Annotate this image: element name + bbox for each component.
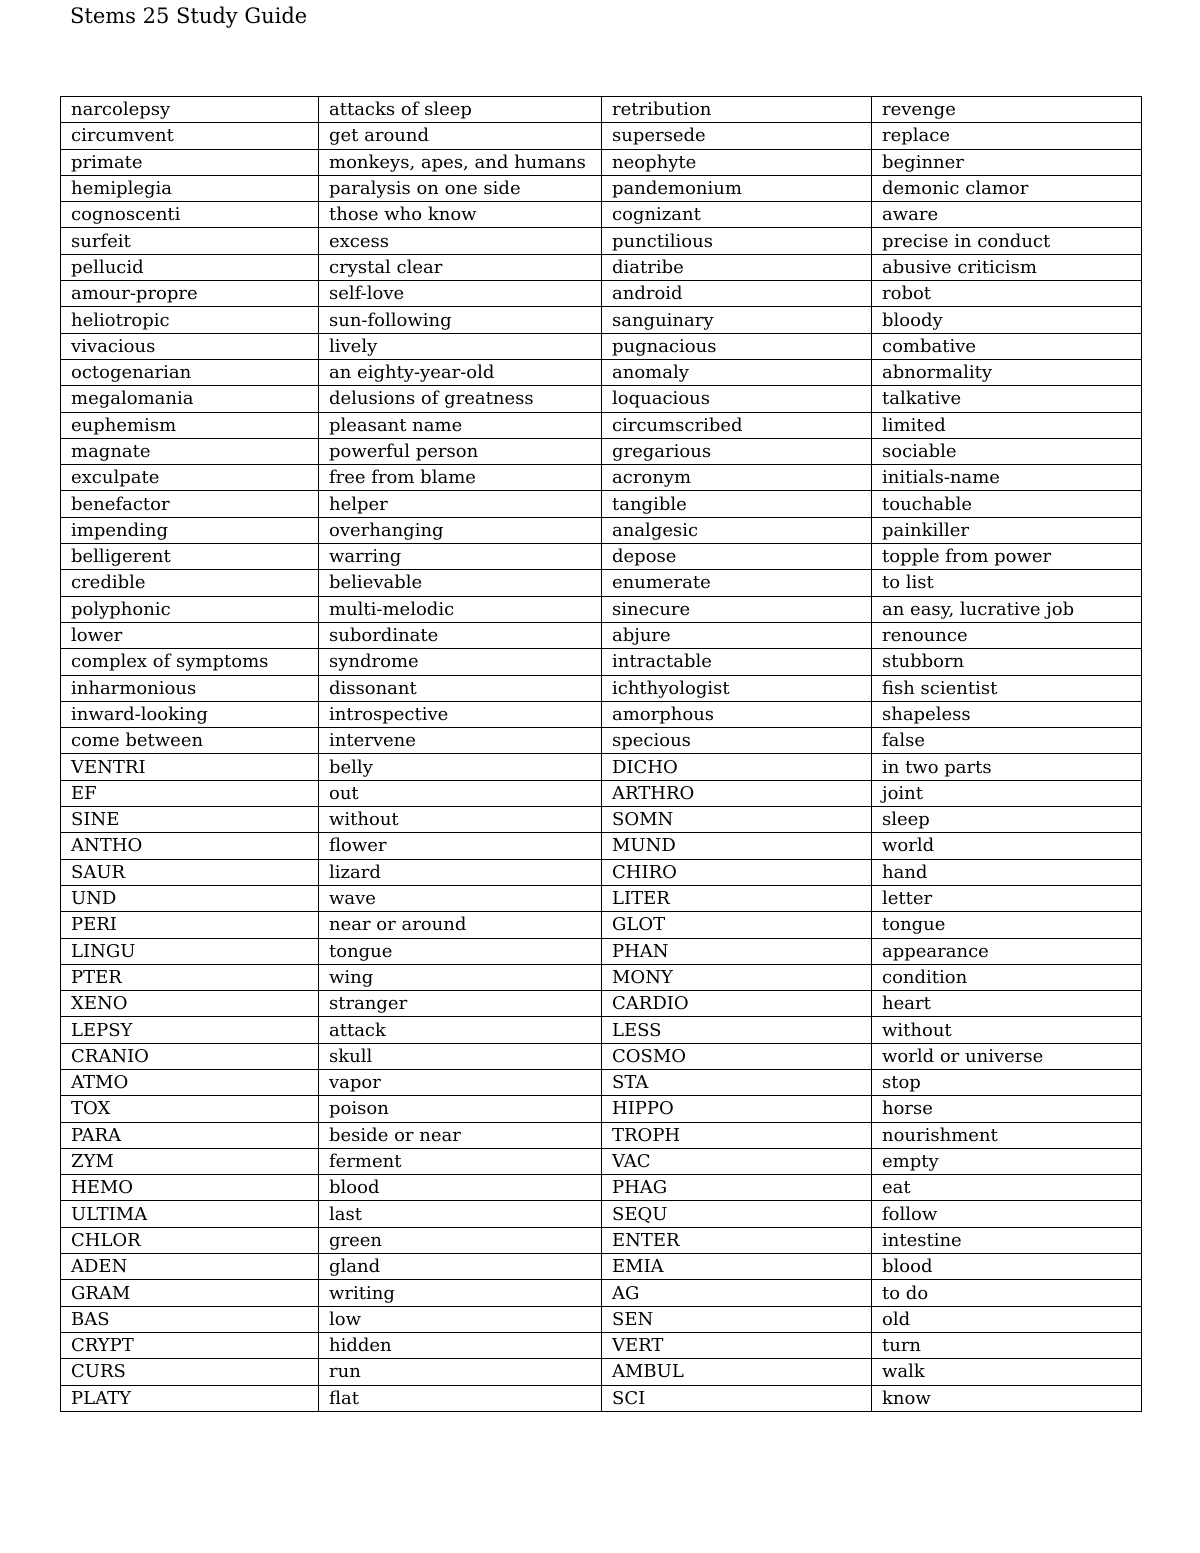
term-cell: CARDIO <box>602 991 872 1017</box>
definition-cell: tongue <box>319 938 602 964</box>
term-cell: tangible <box>602 491 872 517</box>
table-row <box>61 1069 1142 1095</box>
definition-cell: topple from power <box>872 544 1142 570</box>
term-cell: HEMO <box>61 1175 319 1201</box>
table-row <box>61 1017 1142 1043</box>
term-cell: BAS <box>61 1306 319 1332</box>
term-cell: depose <box>602 544 872 570</box>
term-cell: PHAN <box>602 938 872 964</box>
term-cell: PTER <box>61 964 319 990</box>
definition-cell: get around <box>319 123 602 149</box>
term-cell: narcolepsy <box>61 97 319 123</box>
term-cell: ARTHRO <box>602 780 872 806</box>
term-cell: PHAG <box>602 1175 872 1201</box>
table-row <box>61 1148 1142 1174</box>
table-row <box>61 1175 1142 1201</box>
table-row <box>61 938 1142 964</box>
definition-cell: empty <box>872 1148 1142 1174</box>
definition-cell: world <box>872 833 1142 859</box>
definition-cell: horse <box>872 1096 1142 1122</box>
definition-cell: free from blame <box>319 465 602 491</box>
term-cell: neophyte <box>602 149 872 175</box>
definition-cell: replace <box>872 123 1142 149</box>
term-cell: ATMO <box>61 1069 319 1095</box>
term-cell: STA <box>602 1069 872 1095</box>
definition-cell: fish scientist <box>872 675 1142 701</box>
term-cell: lower <box>61 622 319 648</box>
term-cell: UND <box>61 885 319 911</box>
table-row <box>61 281 1142 307</box>
definition-cell: aware <box>872 202 1142 228</box>
term-cell: EF <box>61 780 319 806</box>
definition-cell: talkative <box>872 386 1142 412</box>
term-cell: android <box>602 281 872 307</box>
table-row <box>61 728 1142 754</box>
term-cell: GLOT <box>602 912 872 938</box>
term-cell: circumscribed <box>602 412 872 438</box>
term-cell: acronym <box>602 465 872 491</box>
definition-cell: sun-following <box>319 307 602 333</box>
definition-cell: know <box>872 1385 1142 1411</box>
definition-cell: flower <box>319 833 602 859</box>
term-cell: benefactor <box>61 491 319 517</box>
definition-cell: attack <box>319 1017 602 1043</box>
vocabulary-table <box>60 96 1142 1412</box>
table-row <box>61 1096 1142 1122</box>
term-cell: COSMO <box>602 1043 872 1069</box>
table-row <box>61 1359 1142 1385</box>
definition-cell: an easy, lucrative job <box>872 596 1142 622</box>
table-row <box>61 570 1142 596</box>
table-row <box>61 491 1142 517</box>
definition-cell: without <box>872 1017 1142 1043</box>
term-cell: SAUR <box>61 859 319 885</box>
term-cell: SEN <box>602 1306 872 1332</box>
term-cell: come between <box>61 728 319 754</box>
term-cell: belligerent <box>61 544 319 570</box>
term-cell: exculpate <box>61 465 319 491</box>
term-cell: punctilious <box>602 228 872 254</box>
definition-cell: renounce <box>872 622 1142 648</box>
table-row <box>61 307 1142 333</box>
table-row <box>61 1227 1142 1253</box>
definition-cell: writing <box>319 1280 602 1306</box>
term-cell: sinecure <box>602 596 872 622</box>
table-row <box>61 833 1142 859</box>
term-cell: sanguinary <box>602 307 872 333</box>
definition-cell: out <box>319 780 602 806</box>
term-cell: heliotropic <box>61 307 319 333</box>
definition-cell: run <box>319 1359 602 1385</box>
term-cell: anomaly <box>602 359 872 385</box>
definition-cell: painkiller <box>872 517 1142 543</box>
definition-cell: an eighty-year-old <box>319 359 602 385</box>
definition-cell: joint <box>872 780 1142 806</box>
definition-cell: false <box>872 728 1142 754</box>
definition-cell: paralysis on one side <box>319 175 602 201</box>
definition-cell: blood <box>872 1254 1142 1280</box>
term-cell: impending <box>61 517 319 543</box>
table-row <box>61 202 1142 228</box>
table-row <box>61 1385 1142 1411</box>
table-row <box>61 622 1142 648</box>
definition-cell: to list <box>872 570 1142 596</box>
definition-cell: syndrome <box>319 649 602 675</box>
definition-cell: in two parts <box>872 754 1142 780</box>
definition-cell: self-love <box>319 281 602 307</box>
definition-cell: stranger <box>319 991 602 1017</box>
table-row <box>61 649 1142 675</box>
table-row <box>61 517 1142 543</box>
term-cell: TOX <box>61 1096 319 1122</box>
term-cell: euphemism <box>61 412 319 438</box>
term-cell: AMBUL <box>602 1359 872 1385</box>
definition-cell: walk <box>872 1359 1142 1385</box>
definition-cell: monkeys, apes, and humans <box>319 149 602 175</box>
term-cell: CRYPT <box>61 1332 319 1358</box>
table-row <box>61 1043 1142 1069</box>
term-cell: CURS <box>61 1359 319 1385</box>
definition-cell: to do <box>872 1280 1142 1306</box>
term-cell: credible <box>61 570 319 596</box>
term-cell: supersede <box>602 123 872 149</box>
definition-cell: helper <box>319 491 602 517</box>
definition-cell: appearance <box>872 938 1142 964</box>
term-cell: XENO <box>61 991 319 1017</box>
definition-cell: condition <box>872 964 1142 990</box>
table-row <box>61 175 1142 201</box>
definition-cell: intervene <box>319 728 602 754</box>
table-row <box>61 1280 1142 1306</box>
table-row <box>61 912 1142 938</box>
definition-cell: old <box>872 1306 1142 1332</box>
term-cell: magnate <box>61 438 319 464</box>
definition-cell: nourishment <box>872 1122 1142 1148</box>
definition-cell: robot <box>872 281 1142 307</box>
term-cell: CHIRO <box>602 859 872 885</box>
term-cell: circumvent <box>61 123 319 149</box>
definition-cell: vapor <box>319 1069 602 1095</box>
table-row <box>61 807 1142 833</box>
term-cell: DICHO <box>602 754 872 780</box>
table-row <box>61 754 1142 780</box>
term-cell: diatribe <box>602 254 872 280</box>
definition-cell: excess <box>319 228 602 254</box>
definition-cell: warring <box>319 544 602 570</box>
definition-cell: revenge <box>872 97 1142 123</box>
table-row <box>61 123 1142 149</box>
term-cell: specious <box>602 728 872 754</box>
term-cell: ADEN <box>61 1254 319 1280</box>
table-row <box>61 149 1142 175</box>
term-cell: polyphonic <box>61 596 319 622</box>
document-title: Stems 25 Study Guide <box>70 4 308 28</box>
table-row <box>61 991 1142 1017</box>
definition-cell: near or around <box>319 912 602 938</box>
table-row <box>61 1201 1142 1227</box>
definition-cell: stop <box>872 1069 1142 1095</box>
term-cell: ZYM <box>61 1148 319 1174</box>
definition-cell: low <box>319 1306 602 1332</box>
term-cell: ANTHO <box>61 833 319 859</box>
definition-cell: sleep <box>872 807 1142 833</box>
definition-cell: green <box>319 1227 602 1253</box>
term-cell: pugnacious <box>602 333 872 359</box>
definition-cell: beside or near <box>319 1122 602 1148</box>
definition-cell: last <box>319 1201 602 1227</box>
term-cell: SINE <box>61 807 319 833</box>
definition-cell: turn <box>872 1332 1142 1358</box>
table-row <box>61 333 1142 359</box>
definition-cell: those who know <box>319 202 602 228</box>
term-cell: AG <box>602 1280 872 1306</box>
definition-cell: precise in conduct <box>872 228 1142 254</box>
definition-cell: touchable <box>872 491 1142 517</box>
table-row <box>61 228 1142 254</box>
term-cell: retribution <box>602 97 872 123</box>
term-cell: inward-looking <box>61 701 319 727</box>
definition-cell: lizard <box>319 859 602 885</box>
term-cell: MUND <box>602 833 872 859</box>
term-cell: ULTIMA <box>61 1201 319 1227</box>
term-cell: SCI <box>602 1385 872 1411</box>
table-row <box>61 596 1142 622</box>
term-cell: ENTER <box>602 1227 872 1253</box>
definition-cell: demonic clamor <box>872 175 1142 201</box>
term-cell: hemiplegia <box>61 175 319 201</box>
table-row <box>61 780 1142 806</box>
definition-cell: overhanging <box>319 517 602 543</box>
definition-cell: combative <box>872 333 1142 359</box>
term-cell: cognoscenti <box>61 202 319 228</box>
definition-cell: shapeless <box>872 701 1142 727</box>
table-row <box>61 438 1142 464</box>
term-cell: amorphous <box>602 701 872 727</box>
term-cell: VERT <box>602 1332 872 1358</box>
definition-cell: tongue <box>872 912 1142 938</box>
definition-cell: sociable <box>872 438 1142 464</box>
definition-cell: world or universe <box>872 1043 1142 1069</box>
table-row <box>61 254 1142 280</box>
definition-cell: abusive criticism <box>872 254 1142 280</box>
definition-cell: heart <box>872 991 1142 1017</box>
table-row <box>61 859 1142 885</box>
term-cell: TROPH <box>602 1122 872 1148</box>
table-row <box>61 1332 1142 1358</box>
definition-cell: lively <box>319 333 602 359</box>
term-cell: vivacious <box>61 333 319 359</box>
term-cell: octogenarian <box>61 359 319 385</box>
table-row <box>61 544 1142 570</box>
term-cell: EMIA <box>602 1254 872 1280</box>
vocabulary-table-body <box>61 97 1142 1412</box>
definition-cell: crystal clear <box>319 254 602 280</box>
definition-cell: pleasant name <box>319 412 602 438</box>
table-row <box>61 701 1142 727</box>
definition-cell: powerful person <box>319 438 602 464</box>
table-row <box>61 964 1142 990</box>
table-row <box>61 675 1142 701</box>
table-row <box>61 1122 1142 1148</box>
term-cell: pandemonium <box>602 175 872 201</box>
term-cell: PLATY <box>61 1385 319 1411</box>
term-cell: surfeit <box>61 228 319 254</box>
definition-cell: attacks of sleep <box>319 97 602 123</box>
definition-cell: intestine <box>872 1227 1142 1253</box>
term-cell: PARA <box>61 1122 319 1148</box>
definition-cell: follow <box>872 1201 1142 1227</box>
definition-cell: delusions of greatness <box>319 386 602 412</box>
term-cell: GRAM <box>61 1280 319 1306</box>
definition-cell: without <box>319 807 602 833</box>
term-cell: VAC <box>602 1148 872 1174</box>
term-cell: loquacious <box>602 386 872 412</box>
term-cell: analgesic <box>602 517 872 543</box>
term-cell: HIPPO <box>602 1096 872 1122</box>
definition-cell: gland <box>319 1254 602 1280</box>
term-cell: LINGU <box>61 938 319 964</box>
definition-cell: subordinate <box>319 622 602 648</box>
definition-cell: believable <box>319 570 602 596</box>
term-cell: CRANIO <box>61 1043 319 1069</box>
definition-cell: beginner <box>872 149 1142 175</box>
term-cell: inharmonious <box>61 675 319 701</box>
term-cell: VENTRI <box>61 754 319 780</box>
term-cell: cognizant <box>602 202 872 228</box>
definition-cell: belly <box>319 754 602 780</box>
term-cell: SEQU <box>602 1201 872 1227</box>
definition-cell: letter <box>872 885 1142 911</box>
definition-cell: stubborn <box>872 649 1142 675</box>
table-row <box>61 465 1142 491</box>
term-cell: LEPSY <box>61 1017 319 1043</box>
table-row <box>61 1254 1142 1280</box>
table-row <box>61 412 1142 438</box>
table-row <box>61 885 1142 911</box>
definition-cell: multi-melodic <box>319 596 602 622</box>
term-cell: SOMN <box>602 807 872 833</box>
definition-cell: wave <box>319 885 602 911</box>
term-cell: intractable <box>602 649 872 675</box>
definition-cell: blood <box>319 1175 602 1201</box>
term-cell: gregarious <box>602 438 872 464</box>
definition-cell: abnormality <box>872 359 1142 385</box>
term-cell: PERI <box>61 912 319 938</box>
term-cell: primate <box>61 149 319 175</box>
term-cell: MONY <box>602 964 872 990</box>
definition-cell: ferment <box>319 1148 602 1174</box>
definition-cell: introspective <box>319 701 602 727</box>
definition-cell: eat <box>872 1175 1142 1201</box>
definition-cell: poison <box>319 1096 602 1122</box>
term-cell: abjure <box>602 622 872 648</box>
term-cell: amour-propre <box>61 281 319 307</box>
term-cell: enumerate <box>602 570 872 596</box>
definition-cell: dissonant <box>319 675 602 701</box>
term-cell: LITER <box>602 885 872 911</box>
table-row <box>61 386 1142 412</box>
term-cell: pellucid <box>61 254 319 280</box>
term-cell: LESS <box>602 1017 872 1043</box>
term-cell: CHLOR <box>61 1227 319 1253</box>
term-cell: ichthyologist <box>602 675 872 701</box>
definition-cell: hand <box>872 859 1142 885</box>
definition-cell: initials-name <box>872 465 1142 491</box>
term-cell: complex of symptoms <box>61 649 319 675</box>
table-row <box>61 97 1142 123</box>
term-cell: megalomania <box>61 386 319 412</box>
definition-cell: skull <box>319 1043 602 1069</box>
definition-cell: limited <box>872 412 1142 438</box>
definition-cell: bloody <box>872 307 1142 333</box>
definition-cell: wing <box>319 964 602 990</box>
table-row <box>61 359 1142 385</box>
definition-cell: hidden <box>319 1332 602 1358</box>
definition-cell: flat <box>319 1385 602 1411</box>
table-row <box>61 1306 1142 1332</box>
